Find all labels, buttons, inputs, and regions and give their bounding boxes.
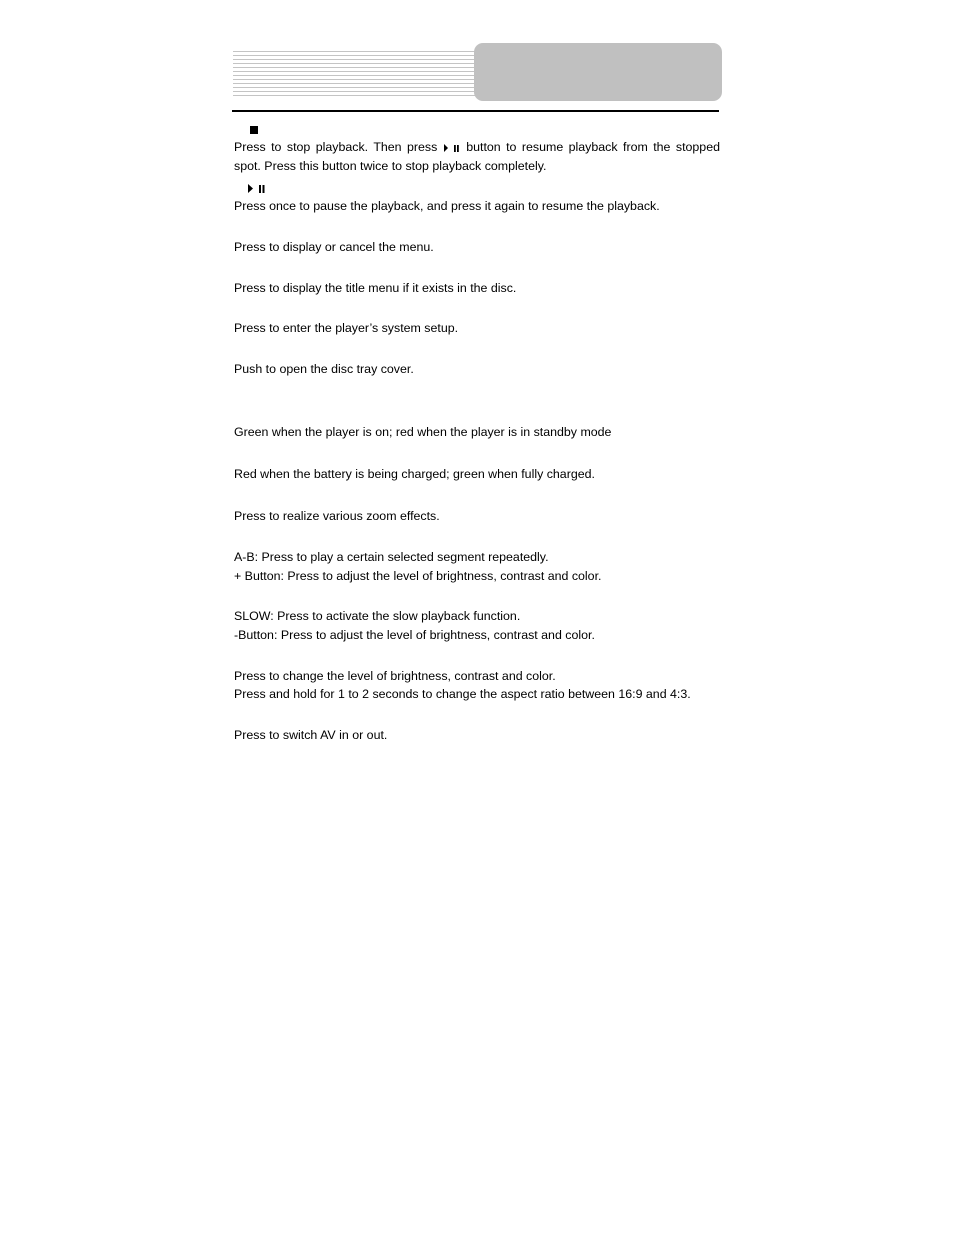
header-tab <box>474 43 722 101</box>
stop-description-line-1 <box>234 138 720 157</box>
header-rule <box>232 110 719 112</box>
aspect-ratio-description: Press and hold for 1 to 2 seconds to change the aspect ratio between 16:9 and 4:3. <box>234 687 691 701</box>
zoom-description: Press to realize various zoom effects. <box>234 509 440 523</box>
ab-description: A-B: Press to play a certain selected segment repeatedly. <box>234 550 549 564</box>
header-stripes <box>233 51 475 95</box>
stop-text-a: Press to stop playback. Then press <box>234 140 438 154</box>
stop-description-line-2: spot. Press this button twice to stop playback completely. <box>234 159 547 173</box>
play-pause-inline-icon <box>443 143 461 153</box>
slow-description: SLOW: Press to activate the slow playback function. <box>234 609 521 623</box>
play-pause-icon <box>247 183 267 194</box>
stop-text-b: button to resume playback from the stopped <box>466 140 720 154</box>
av-description: Press to switch AV in or out. <box>234 728 388 742</box>
plus-button-description: + Button: Press to adjust the level of brightness, contrast and color. <box>234 569 602 583</box>
play-pause-description: Press once to pause the playback, and press it again to resume the playback. <box>234 199 660 213</box>
charge-indicator-description: Red when the battery is being charged; green when fully charged. <box>234 467 595 481</box>
open-description: Push to open the disc tray cover. <box>234 362 414 376</box>
picture-adjust-description: Press to change the level of brightness, contrast and color. <box>234 669 556 683</box>
power-indicator-description: Green when the player is on; red when the player is in standby mode <box>234 425 612 439</box>
minus-button-description: -Button: Press to adjust the level of brightness, contrast and color. <box>234 628 595 642</box>
title-description: Press to display the title menu if it exists in the disc. <box>234 281 517 295</box>
stop-icon <box>250 126 258 134</box>
menu-description: Press to display or cancel the menu. <box>234 240 434 254</box>
setup-description: Press to enter the player’s system setup. <box>234 321 459 335</box>
